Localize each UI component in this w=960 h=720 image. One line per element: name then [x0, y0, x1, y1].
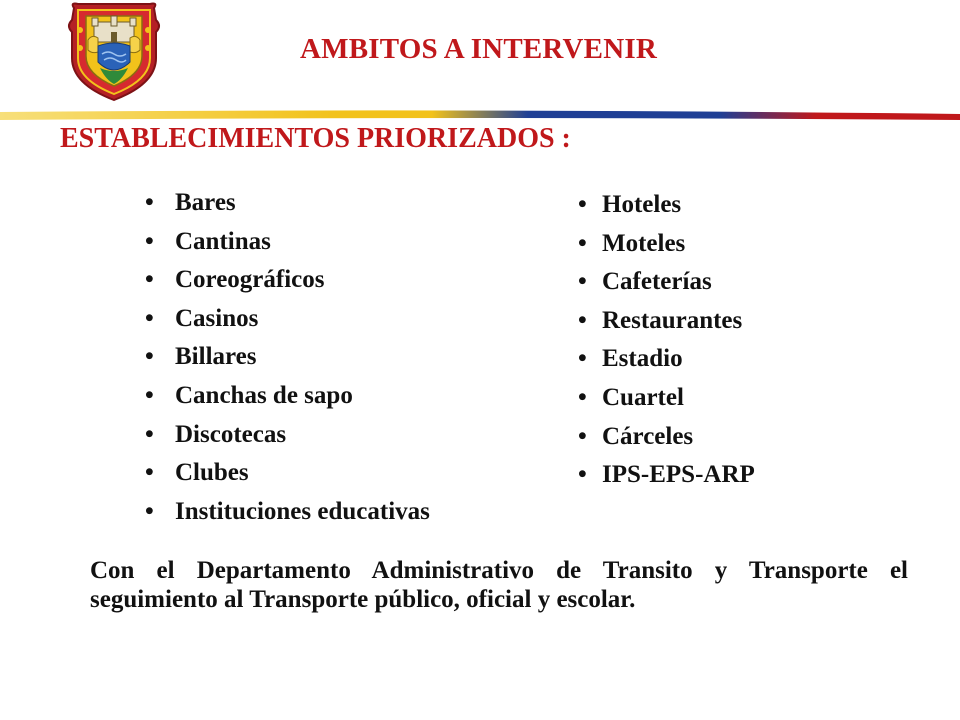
coat-of-arms-logo	[62, 0, 166, 104]
list-item: • Cárceles	[578, 418, 755, 457]
list-item: • Cuartel	[578, 379, 755, 418]
list-item: • Clubes	[145, 454, 430, 493]
list-item: • Moteles	[578, 225, 755, 264]
list-item: • Hoteles	[578, 186, 755, 225]
list-item: • Coreográficos	[145, 261, 430, 300]
list-item: • Estadio	[578, 340, 755, 379]
footer-paragraph: Con el Departamento Administrativo de Transito y Transporte el seguimiento al Transporte público, oficial y escolar.	[90, 557, 908, 613]
list-item: • Casinos	[145, 300, 430, 339]
slide-title: AMBITOS A INTERVENIR	[300, 33, 657, 65]
list-item: • Cafeterías	[578, 263, 755, 302]
list-item: • Discotecas	[145, 416, 430, 455]
list-item: • IPS-EPS-ARP	[578, 456, 755, 495]
list-item: • Canchas de sapo	[145, 377, 430, 416]
section-subtitle: ESTABLECIMIENTOS PRIORIZADOS :	[60, 123, 571, 154]
list-item: • Bares	[145, 184, 430, 223]
list-item: • Billares	[145, 338, 430, 377]
list-item: • Restaurantes	[578, 302, 755, 341]
left-establishments-list	[145, 184, 430, 531]
decorative-color-band	[0, 110, 960, 120]
list-item: • Cantinas	[145, 223, 430, 262]
list-item: • Instituciones educativas	[145, 493, 430, 532]
right-establishments-list	[578, 186, 755, 495]
